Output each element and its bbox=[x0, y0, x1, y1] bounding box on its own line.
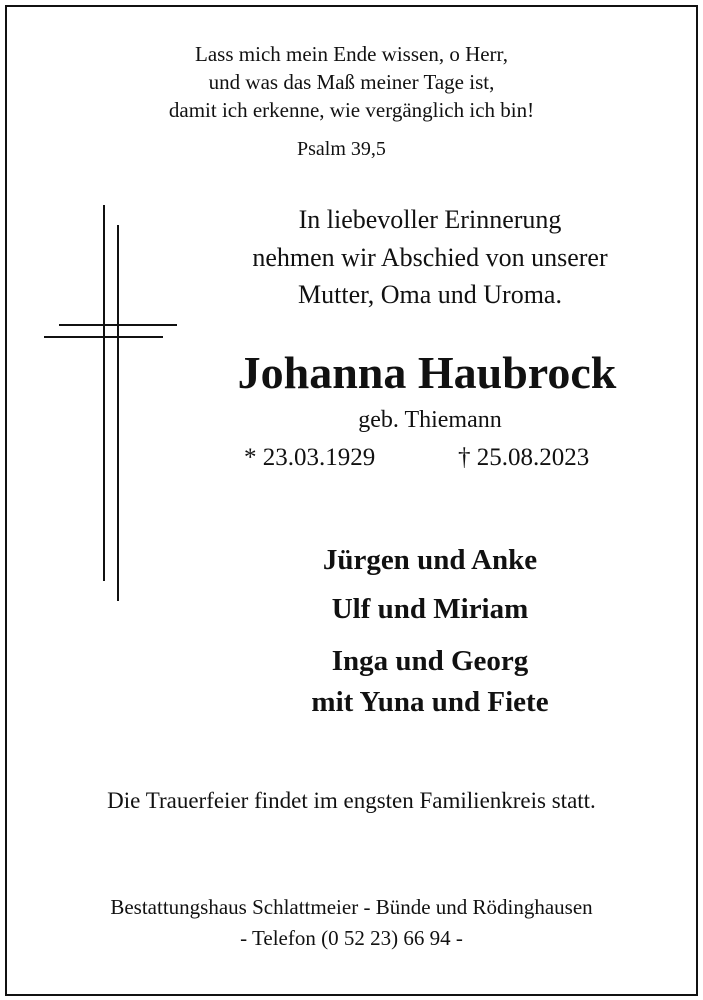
family-line-2: Ulf und Miriam bbox=[331, 593, 529, 625]
cross-horizontal-line-1 bbox=[59, 324, 177, 326]
psalm-line-2: und was das Maß meiner Tage ist, bbox=[208, 70, 495, 94]
funeral-home-name: Bestattungshaus Schlattmeier - Bünde und Rödinghausen bbox=[110, 895, 593, 919]
intro-line-3: Mutter, Oma und Uroma. bbox=[298, 280, 562, 309]
psalm-reference: Psalm 39,5 bbox=[297, 138, 386, 160]
family-line-3: Inga und Georg bbox=[331, 645, 529, 677]
family-line-1: Jürgen und Anke bbox=[322, 544, 538, 576]
death-date: † 25.08.2023 bbox=[458, 444, 590, 471]
funeral-home-phone: - Telefon (0 52 23) 66 94 - bbox=[240, 926, 463, 950]
intro-line-2: nehmen wir Abschied von unserer bbox=[252, 243, 608, 272]
family-line-4: mit Yuna und Fiete bbox=[311, 686, 549, 718]
birth-name: geb. Thiemann bbox=[358, 407, 502, 433]
psalm-line-3: damit ich erkenne, wie vergänglich ich bin! bbox=[168, 98, 535, 122]
birth-date: * 23.03.1929 bbox=[244, 444, 376, 471]
deceased-name: Johanna Haubrock bbox=[237, 347, 617, 398]
funeral-notice: Die Trauerfeier findet im engsten Familienkreis statt. bbox=[107, 788, 596, 813]
cross-horizontal-line-2 bbox=[44, 336, 163, 338]
psalm-line-1: Lass mich mein Ende wissen, o Herr, bbox=[195, 42, 508, 66]
intro-line-1: In liebevoller Erinnerung bbox=[298, 205, 562, 234]
